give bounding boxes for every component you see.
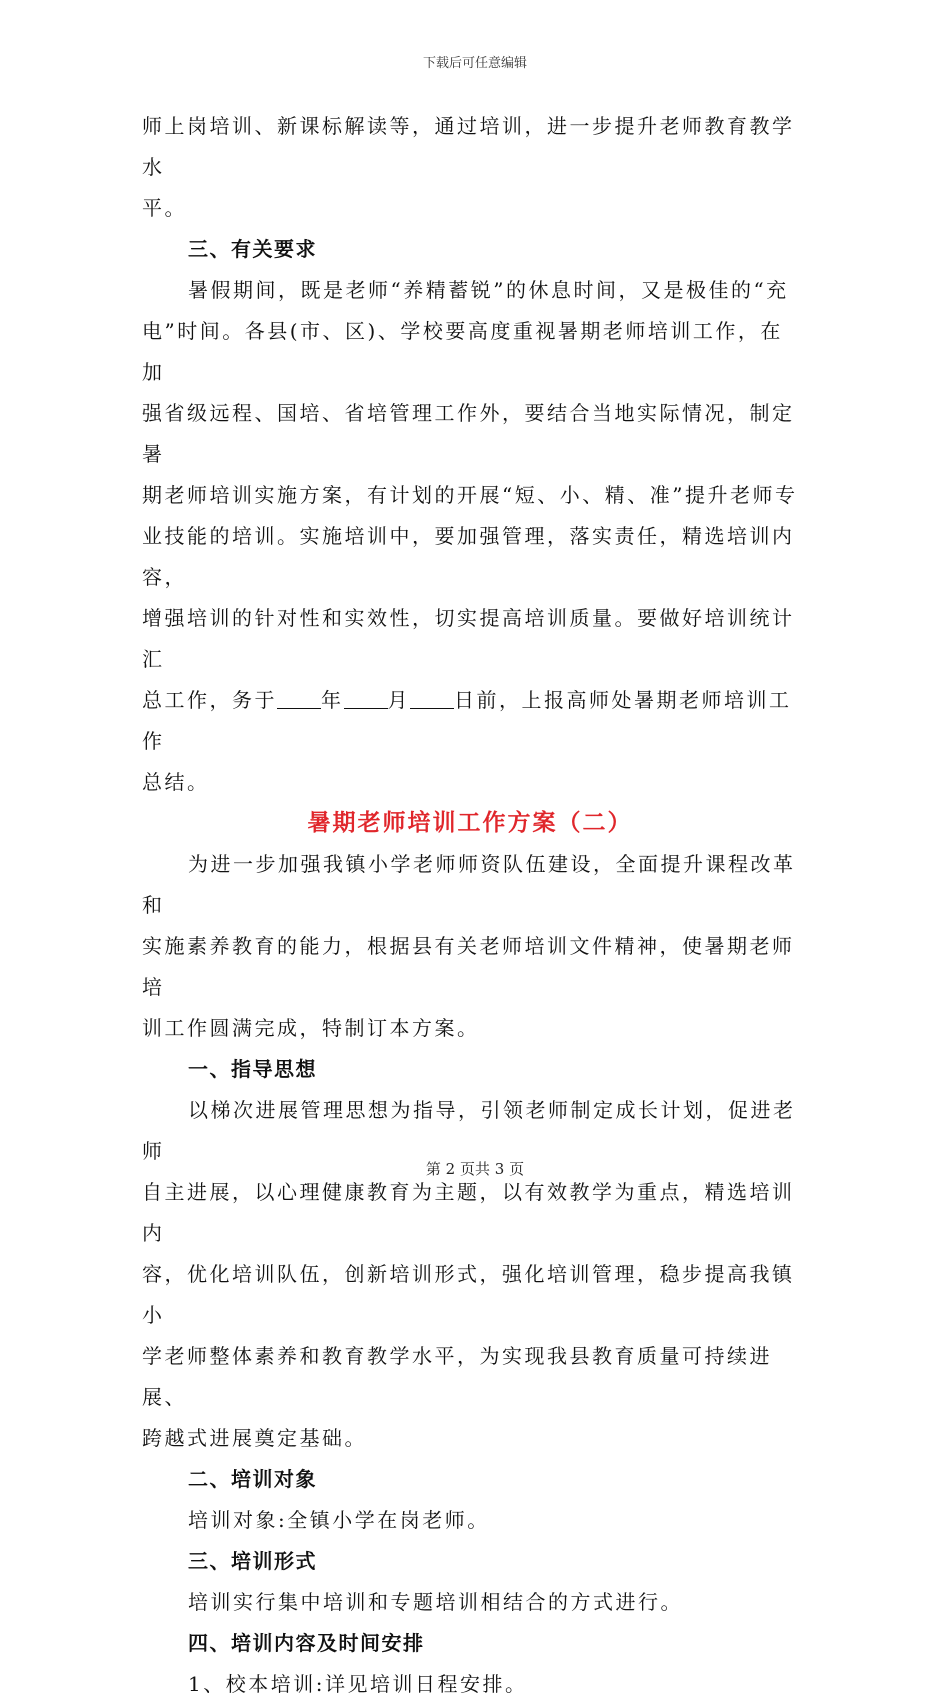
- paragraph-line: 培训对象:全镇小学在岗老师。: [188, 1508, 490, 1532]
- section-heading-content-schedule: 四、培训内容及时间安排: [188, 1631, 425, 1655]
- document-body: [142, 106, 798, 1705]
- paragraph-line: 跨越式进展奠定基础。: [142, 1426, 367, 1450]
- paragraph-line: 平。: [142, 196, 187, 220]
- text-segment: 月: [387, 688, 410, 712]
- paragraph-line: 实施素养教育的能力，根据县有关老师培训文件精神，使暑期老师培: [142, 934, 795, 999]
- paragraph-line: 自主进展，以心理健康教育为主题，以有效教学为重点，精选培训内: [142, 1180, 795, 1245]
- paragraph-line: 增强培训的针对性和实效性，切实提高培训质量。要做好培训统计汇: [142, 606, 795, 671]
- section-heading-guiding-ideas: 一、指导思想: [188, 1057, 317, 1081]
- paragraph-line: 业技能的培训。实施培训中，要加强管理，落实责任，精选培训内容，: [142, 524, 795, 589]
- paragraph-line: 师上岗培训、新课标解读等，通过培训，进一步提升老师教育教学水: [142, 114, 795, 179]
- text-segment: 总工作，务于: [142, 688, 277, 712]
- paragraph-line: 学老师整体素养和教育教学水平，为实现我县教育质量可持续进展、: [142, 1344, 772, 1409]
- fill-blank-month: [344, 690, 388, 709]
- section-heading-training-form: 三、培训形式: [188, 1549, 317, 1573]
- paragraph-line: 以梯次进展管理思想为指导，引领老师制定成长计划，促进老师: [142, 1098, 796, 1163]
- paragraph-line: 培训实行集中培训和专题培训相结合的方式进行。: [188, 1590, 683, 1614]
- paragraph-line: 总结。: [142, 770, 210, 794]
- paragraph-line: 训工作圆满完成，特制订本方案。: [142, 1016, 480, 1040]
- page-footer: 第 2 页共 3 页: [425, 1160, 525, 1178]
- paragraph-line-with-blanks: [142, 680, 798, 762]
- list-item: 1、校本培训:详见培训日程安排。: [188, 1672, 528, 1696]
- section-heading-training-targets: 二、培训对象: [188, 1467, 317, 1491]
- page-header: 下载后可任意编辑: [422, 56, 527, 71]
- text-segment: 年: [321, 688, 344, 712]
- section-heading-requirements: 三、有关要求: [188, 237, 317, 261]
- fill-blank-year: [277, 690, 321, 709]
- paragraph-line: 为进一步加强我镇小学老师师资队伍建设，全面提升课程改革和: [142, 852, 796, 917]
- paragraph-line: 期老师培训实施方案，有计划的开展“短、小、精、准”提升老师专: [142, 483, 798, 507]
- paragraph-line: 容，优化培训队伍，创新培训形式，强化培训管理，稳步提高我镇小: [142, 1262, 795, 1327]
- fill-blank-day: [410, 690, 454, 709]
- paragraph-line: 强省级远程、国培、省培管理工作外，要结合当地实际情况，制定暑: [142, 401, 795, 466]
- paragraph-line: 电”时间。各县(市、区)、学校要高度重视暑期老师培训工作，在加: [142, 319, 783, 384]
- paragraph-line: 暑假期间，既是老师“养精蓄锐”的休息时间，又是极佳的“充: [188, 278, 789, 302]
- text-segment: 日前，上报高师处暑期老师培训工作: [142, 688, 792, 753]
- document-title: 暑期老师培训工作方案（二）: [307, 810, 633, 836]
